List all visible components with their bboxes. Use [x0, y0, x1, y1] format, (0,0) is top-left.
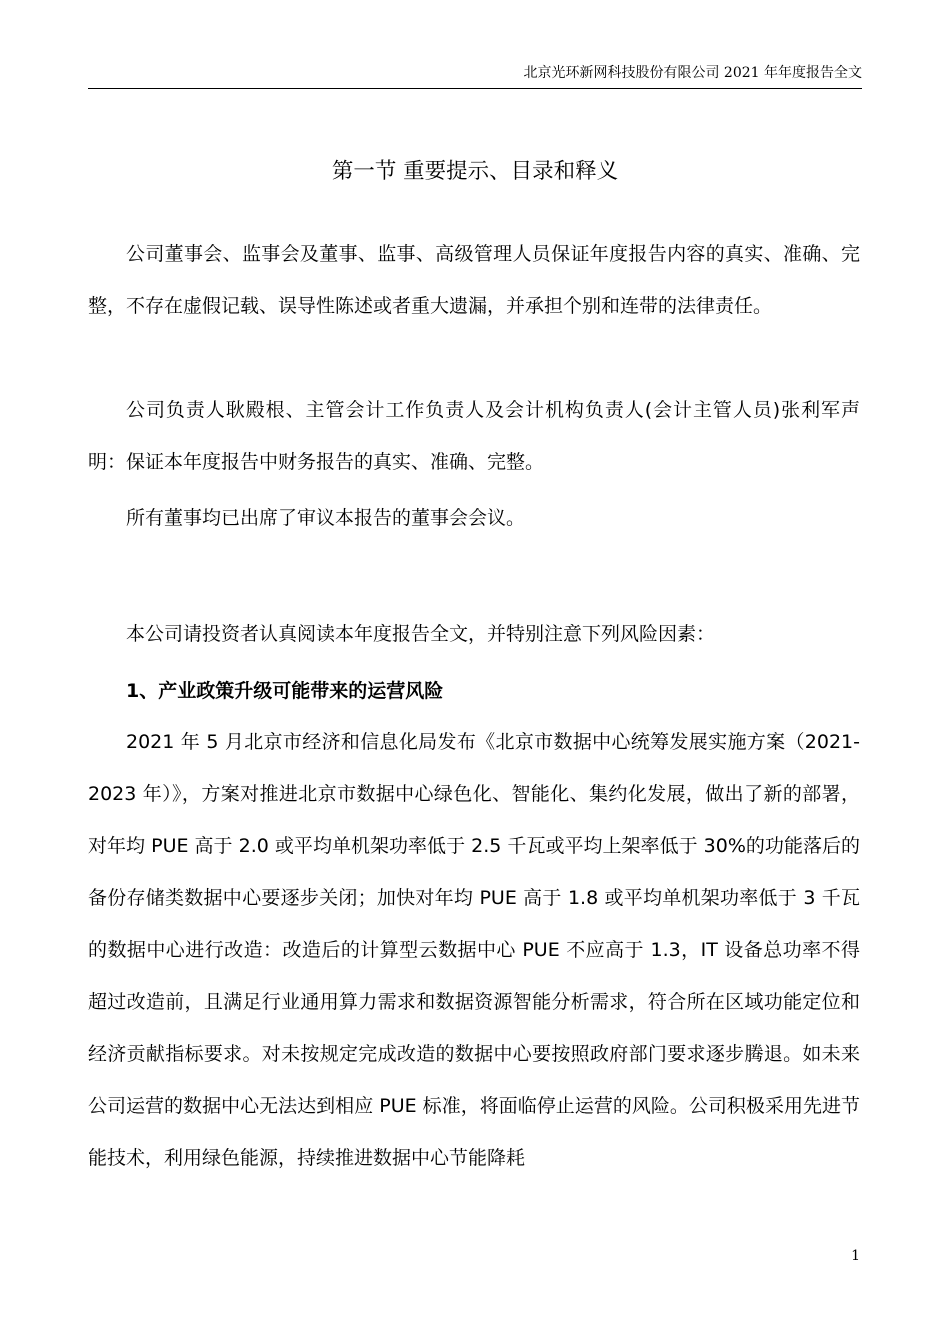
section-title: 第一节 重要提示、目录和释义 [331, 159, 619, 184]
risk-heading-1: 1、产业政策升级可能带来的运营风险 [126, 680, 444, 702]
paragraph-risk-notice: 本公司请投资者认真阅读本年度报告全文，并特别注意下列风险因素： [126, 623, 716, 645]
paragraph-board-guarantee: 公司董事会、监事会及董事、监事、高级管理人员保证年度报告内容的真实、准确、完整，不存在虚假记载、误导性陈述或者重大遗漏，并承担个别和连带的法律责任。 [88, 243, 860, 317]
paragraph-responsible-persons-statement: 公司负责人耿殿根、主管会计工作负责人及会计机构负责人(会计主管人员)张利军声明：保证本年度报告中财务报告的真实、准确、完整。 [88, 399, 860, 473]
running-header-title: 北京光环新网科技股份有限公司 2021 年年度报告全文 [523, 65, 862, 81]
page-number: 1 [851, 1248, 860, 1264]
paragraph-directors-attendance: 所有董事均已出席了审议本报告的董事会会议。 [126, 507, 526, 529]
running-header [88, 62, 862, 89]
paragraph-risk-policy-detail: 2021 年 5 月北京市经济和信息化局发布《北京市数据中心统筹发展实施方案（2021-2023 年）》，方案对推进北京市数据中心绿色化、智能化、集约化发展，做出了新的部署，对年均 PUE 高于 2.0 或平均单机架功率低于 2.5 千瓦或平均上架率低于 30%的功能落后的备份存储类数据中心要逐步关闭；加快对年均 PUE 高于 1.8 或平均单机架功率低于 3 千瓦的数据中心进行改造：改造后的计算型云数据中心 PUE 不应高于 1.3，IT 设备总功率不得超过改造前，且满足行业通用算力需求和数据资源智能分析需求，符合所在区域功能定位和经济贡献指标要求。对未按规定完成改造的数据中心要按照政府部门要求逐步腾退。如未来公司运营的数据中心无法达到相应 PUE 标准，将面临停止运营的风险。公司积极采用先进节能技术，利用绿色能源，持续推进数据中心节能降耗 [88, 731, 860, 1169]
